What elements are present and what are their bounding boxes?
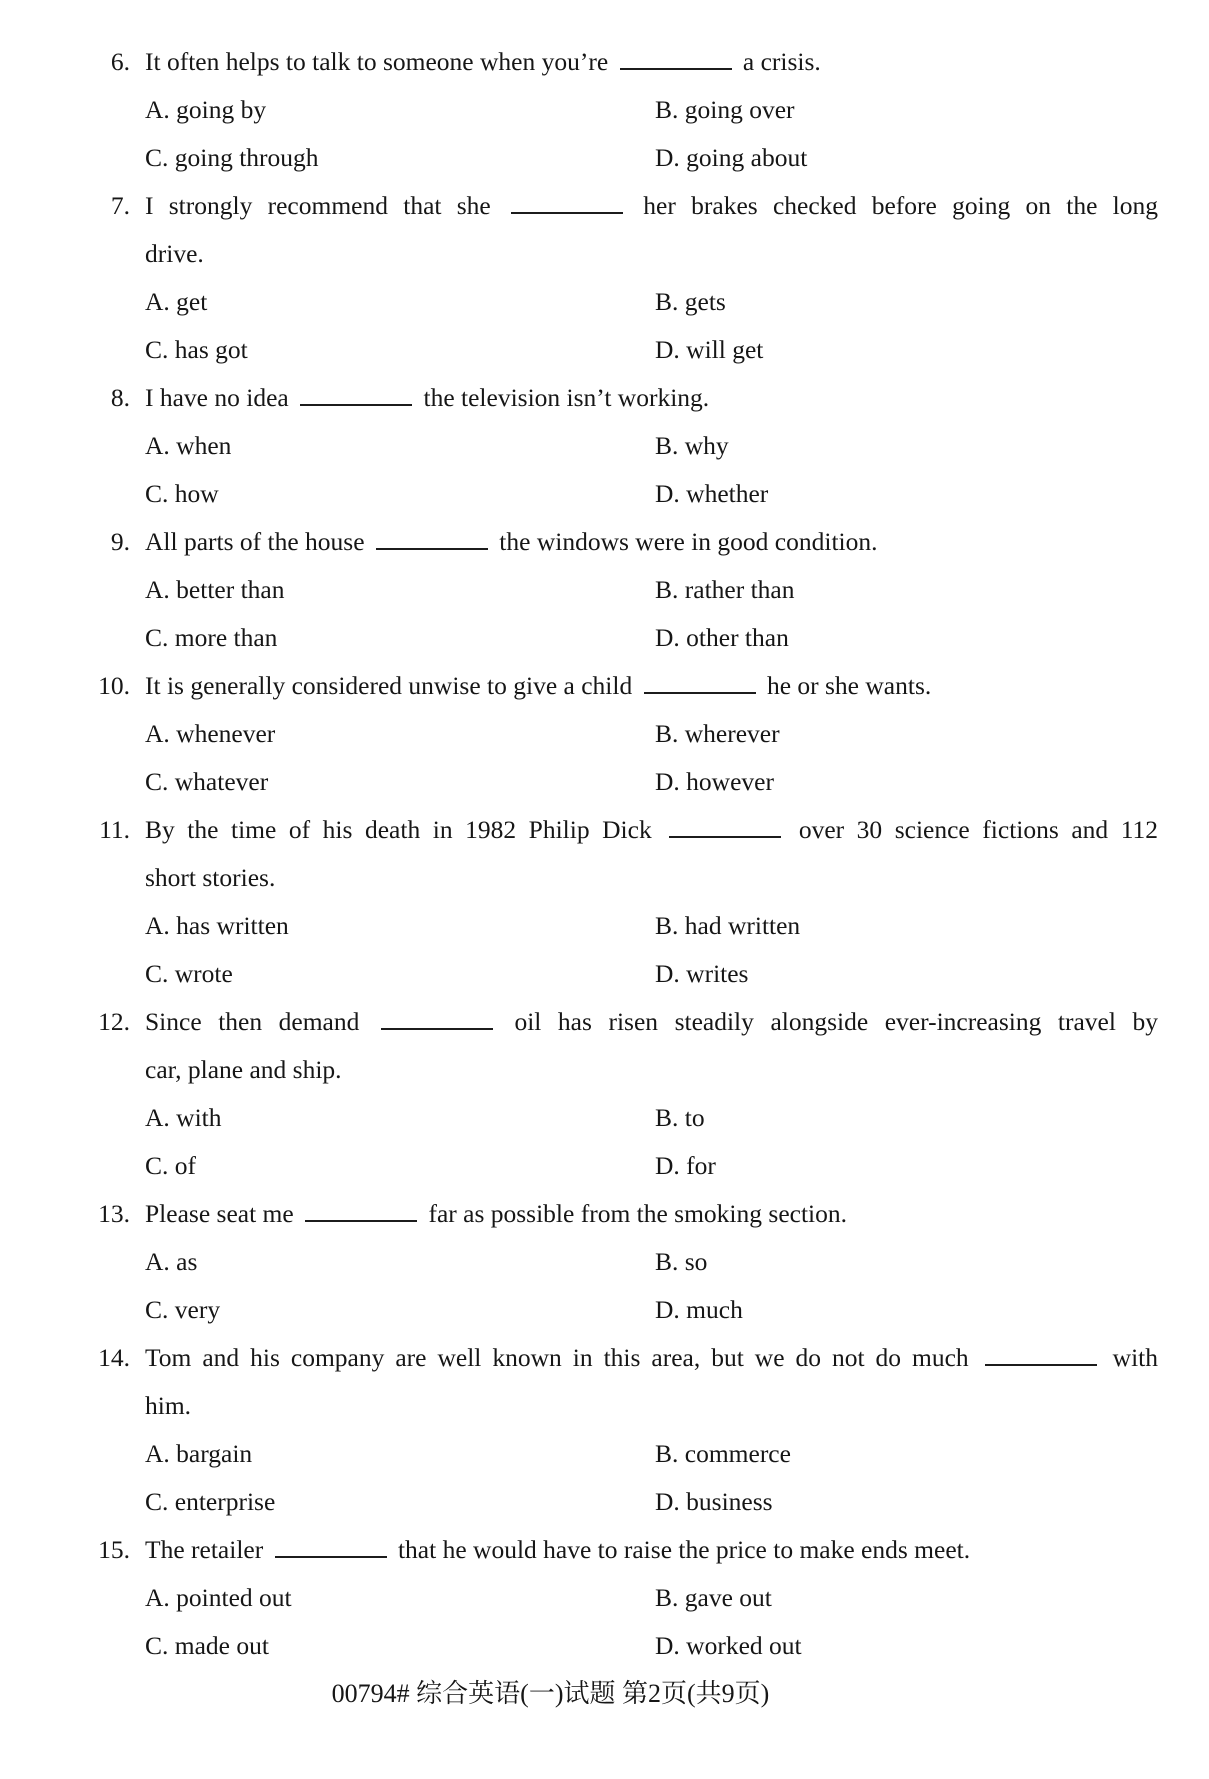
question-9-option-B: B. rather than: [655, 575, 795, 604]
question-9-number: 9.: [110, 527, 130, 556]
question-7: [0, 182, 1209, 374]
question-14-line-2: [0, 1382, 1209, 1430]
question-10: [0, 662, 1209, 806]
question-6-option-C: C. going through: [145, 143, 319, 172]
answer-blank: [669, 836, 781, 838]
question-13-option-B: B. so: [655, 1247, 708, 1276]
question-7-option-D: D. will get: [655, 335, 764, 364]
question-7-text: drive.: [145, 239, 204, 268]
answer-blank: [620, 68, 732, 70]
question-10-number: 10.: [98, 671, 130, 700]
question-13: [0, 1190, 1209, 1334]
answer-blank: [275, 1556, 387, 1558]
question-7-line-2: [0, 230, 1209, 278]
page-footer: 00794# 综合英语(一)试题 第2页(共9页): [331, 1679, 770, 1708]
question-8-number: 8.: [110, 383, 130, 412]
question-14-text: Tom and his company are well known in this area, but we do not do much with: [145, 1343, 1158, 1372]
question-6-options-row-1: [0, 86, 1209, 134]
question-11-line-1: [0, 806, 1209, 854]
question-7-line-1: [0, 182, 1209, 230]
question-15: [0, 1526, 1209, 1670]
question-12-option-B: B. to: [655, 1103, 705, 1132]
question-12-line-1: [0, 998, 1209, 1046]
question-14-option-D: D. business: [655, 1487, 773, 1516]
question-8-options-row-2: [0, 470, 1209, 518]
question-13-option-A: A. as: [145, 1247, 198, 1276]
question-14-options-row-2: [0, 1478, 1209, 1526]
question-7-options-row-1: [0, 278, 1209, 326]
question-list: [0, 38, 1209, 1670]
question-6-number: 6.: [110, 47, 130, 76]
question-11: [0, 806, 1209, 998]
question-11-options-row-2: [0, 950, 1209, 998]
question-9-line-1: [0, 518, 1209, 566]
question-12-option-A: A. with: [145, 1103, 222, 1132]
question-13-text: Please seat me far as possible from the smoking section.: [145, 1199, 847, 1228]
question-6-option-D: D. going about: [655, 143, 808, 172]
question-10-option-A: A. whenever: [145, 719, 276, 748]
question-12: [0, 998, 1209, 1190]
question-14: [0, 1334, 1209, 1526]
question-12-text: car, plane and ship.: [145, 1055, 342, 1084]
question-14-number: 14.: [98, 1343, 130, 1372]
question-7-option-B: B. gets: [655, 287, 726, 316]
question-11-option-C: C. wrote: [145, 959, 233, 988]
question-11-text: short stories.: [145, 863, 276, 892]
question-12-number: 12.: [98, 1007, 130, 1036]
question-10-text: It is generally considered unwise to give a child he or she wants.: [145, 671, 932, 700]
question-7-text: I strongly recommend that she her brakes checked before going on the long: [145, 191, 1158, 220]
answer-blank: [305, 1220, 417, 1222]
question-13-options-row-1: [0, 1238, 1209, 1286]
question-11-number: 11.: [99, 815, 130, 844]
answer-blank: [381, 1028, 493, 1030]
question-14-option-A: A. bargain: [145, 1439, 253, 1468]
question-9-option-C: C. more than: [145, 623, 278, 652]
question-11-text: By the time of his death in 1982 Philip Dick over 30 science fictions and 112: [145, 815, 1158, 844]
question-13-number: 13.: [98, 1199, 130, 1228]
question-9-text: All parts of the house the windows were in good condition.: [145, 527, 878, 556]
question-9-option-D: D. other than: [655, 623, 789, 652]
question-11-options-row-1: [0, 902, 1209, 950]
question-9-option-A: A. better than: [145, 575, 285, 604]
question-7-options-row-2: [0, 326, 1209, 374]
question-10-option-D: D. however: [655, 767, 774, 796]
question-14-line-1: [0, 1334, 1209, 1382]
question-15-text: The retailer that he would have to raise the price to make ends meet.: [145, 1535, 971, 1564]
answer-blank: [511, 212, 623, 214]
answer-blank: [376, 548, 488, 550]
question-11-option-A: A. has written: [145, 911, 289, 940]
question-10-option-B: B. wherever: [655, 719, 780, 748]
question-14-option-B: B. commerce: [655, 1439, 791, 1468]
question-10-options-row-2: [0, 758, 1209, 806]
question-15-option-D: D. worked out: [655, 1631, 802, 1660]
question-6: [0, 38, 1209, 182]
question-10-option-C: C. whatever: [145, 767, 269, 796]
question-6-options-row-2: [0, 134, 1209, 182]
question-8-options-row-1: [0, 422, 1209, 470]
question-7-option-C: C. has got: [145, 335, 248, 364]
question-6-option-A: A. going by: [145, 95, 267, 124]
question-8-option-D: D. whether: [655, 479, 769, 508]
question-8-line-1: [0, 374, 1209, 422]
question-12-line-2: [0, 1046, 1209, 1094]
question-8-option-A: A. when: [145, 431, 232, 460]
question-14-option-C: C. enterprise: [145, 1487, 276, 1516]
question-13-option-C: C. very: [145, 1295, 221, 1324]
question-11-option-B: B. had written: [655, 911, 801, 940]
question-15-option-B: B. gave out: [655, 1583, 772, 1612]
question-7-number: 7.: [110, 191, 130, 220]
question-14-options-row-1: [0, 1430, 1209, 1478]
question-9-options-row-2: [0, 614, 1209, 662]
question-8-text: I have no idea the television isn’t working.: [145, 383, 710, 412]
question-15-options-row-1: [0, 1574, 1209, 1622]
question-12-option-C: C. of: [145, 1151, 196, 1180]
question-13-options-row-2: [0, 1286, 1209, 1334]
question-10-line-1: [0, 662, 1209, 710]
question-12-options-row-2: [0, 1142, 1209, 1190]
question-7-option-A: A. get: [145, 287, 208, 316]
question-11-line-2: [0, 854, 1209, 902]
question-13-line-1: [0, 1190, 1209, 1238]
question-10-options-row-1: [0, 710, 1209, 758]
question-12-options-row-1: [0, 1094, 1209, 1142]
answer-blank: [985, 1364, 1097, 1366]
question-12-option-D: D. for: [655, 1151, 716, 1180]
question-9: [0, 518, 1209, 662]
question-6-option-B: B. going over: [655, 95, 795, 124]
question-12-text: Since then demand oil has risen steadily alongside ever-increasing travel by: [145, 1007, 1158, 1036]
question-6-line-1: [0, 38, 1209, 86]
question-8-option-C: C. how: [145, 479, 219, 508]
question-15-options-row-2: [0, 1622, 1209, 1670]
question-14-text: him.: [145, 1391, 192, 1420]
question-9-options-row-1: [0, 566, 1209, 614]
question-8-option-B: B. why: [655, 431, 729, 460]
question-11-option-D: D. writes: [655, 959, 749, 988]
question-15-line-1: [0, 1526, 1209, 1574]
question-6-text: It often helps to talk to someone when you’re a crisis.: [145, 47, 821, 76]
question-13-option-D: D. much: [655, 1295, 743, 1324]
question-8: [0, 374, 1209, 518]
question-15-number: 15.: [98, 1535, 130, 1564]
answer-blank: [300, 404, 412, 406]
answer-blank: [644, 692, 756, 694]
question-15-option-C: C. made out: [145, 1631, 269, 1660]
question-15-option-A: A. pointed out: [145, 1583, 292, 1612]
